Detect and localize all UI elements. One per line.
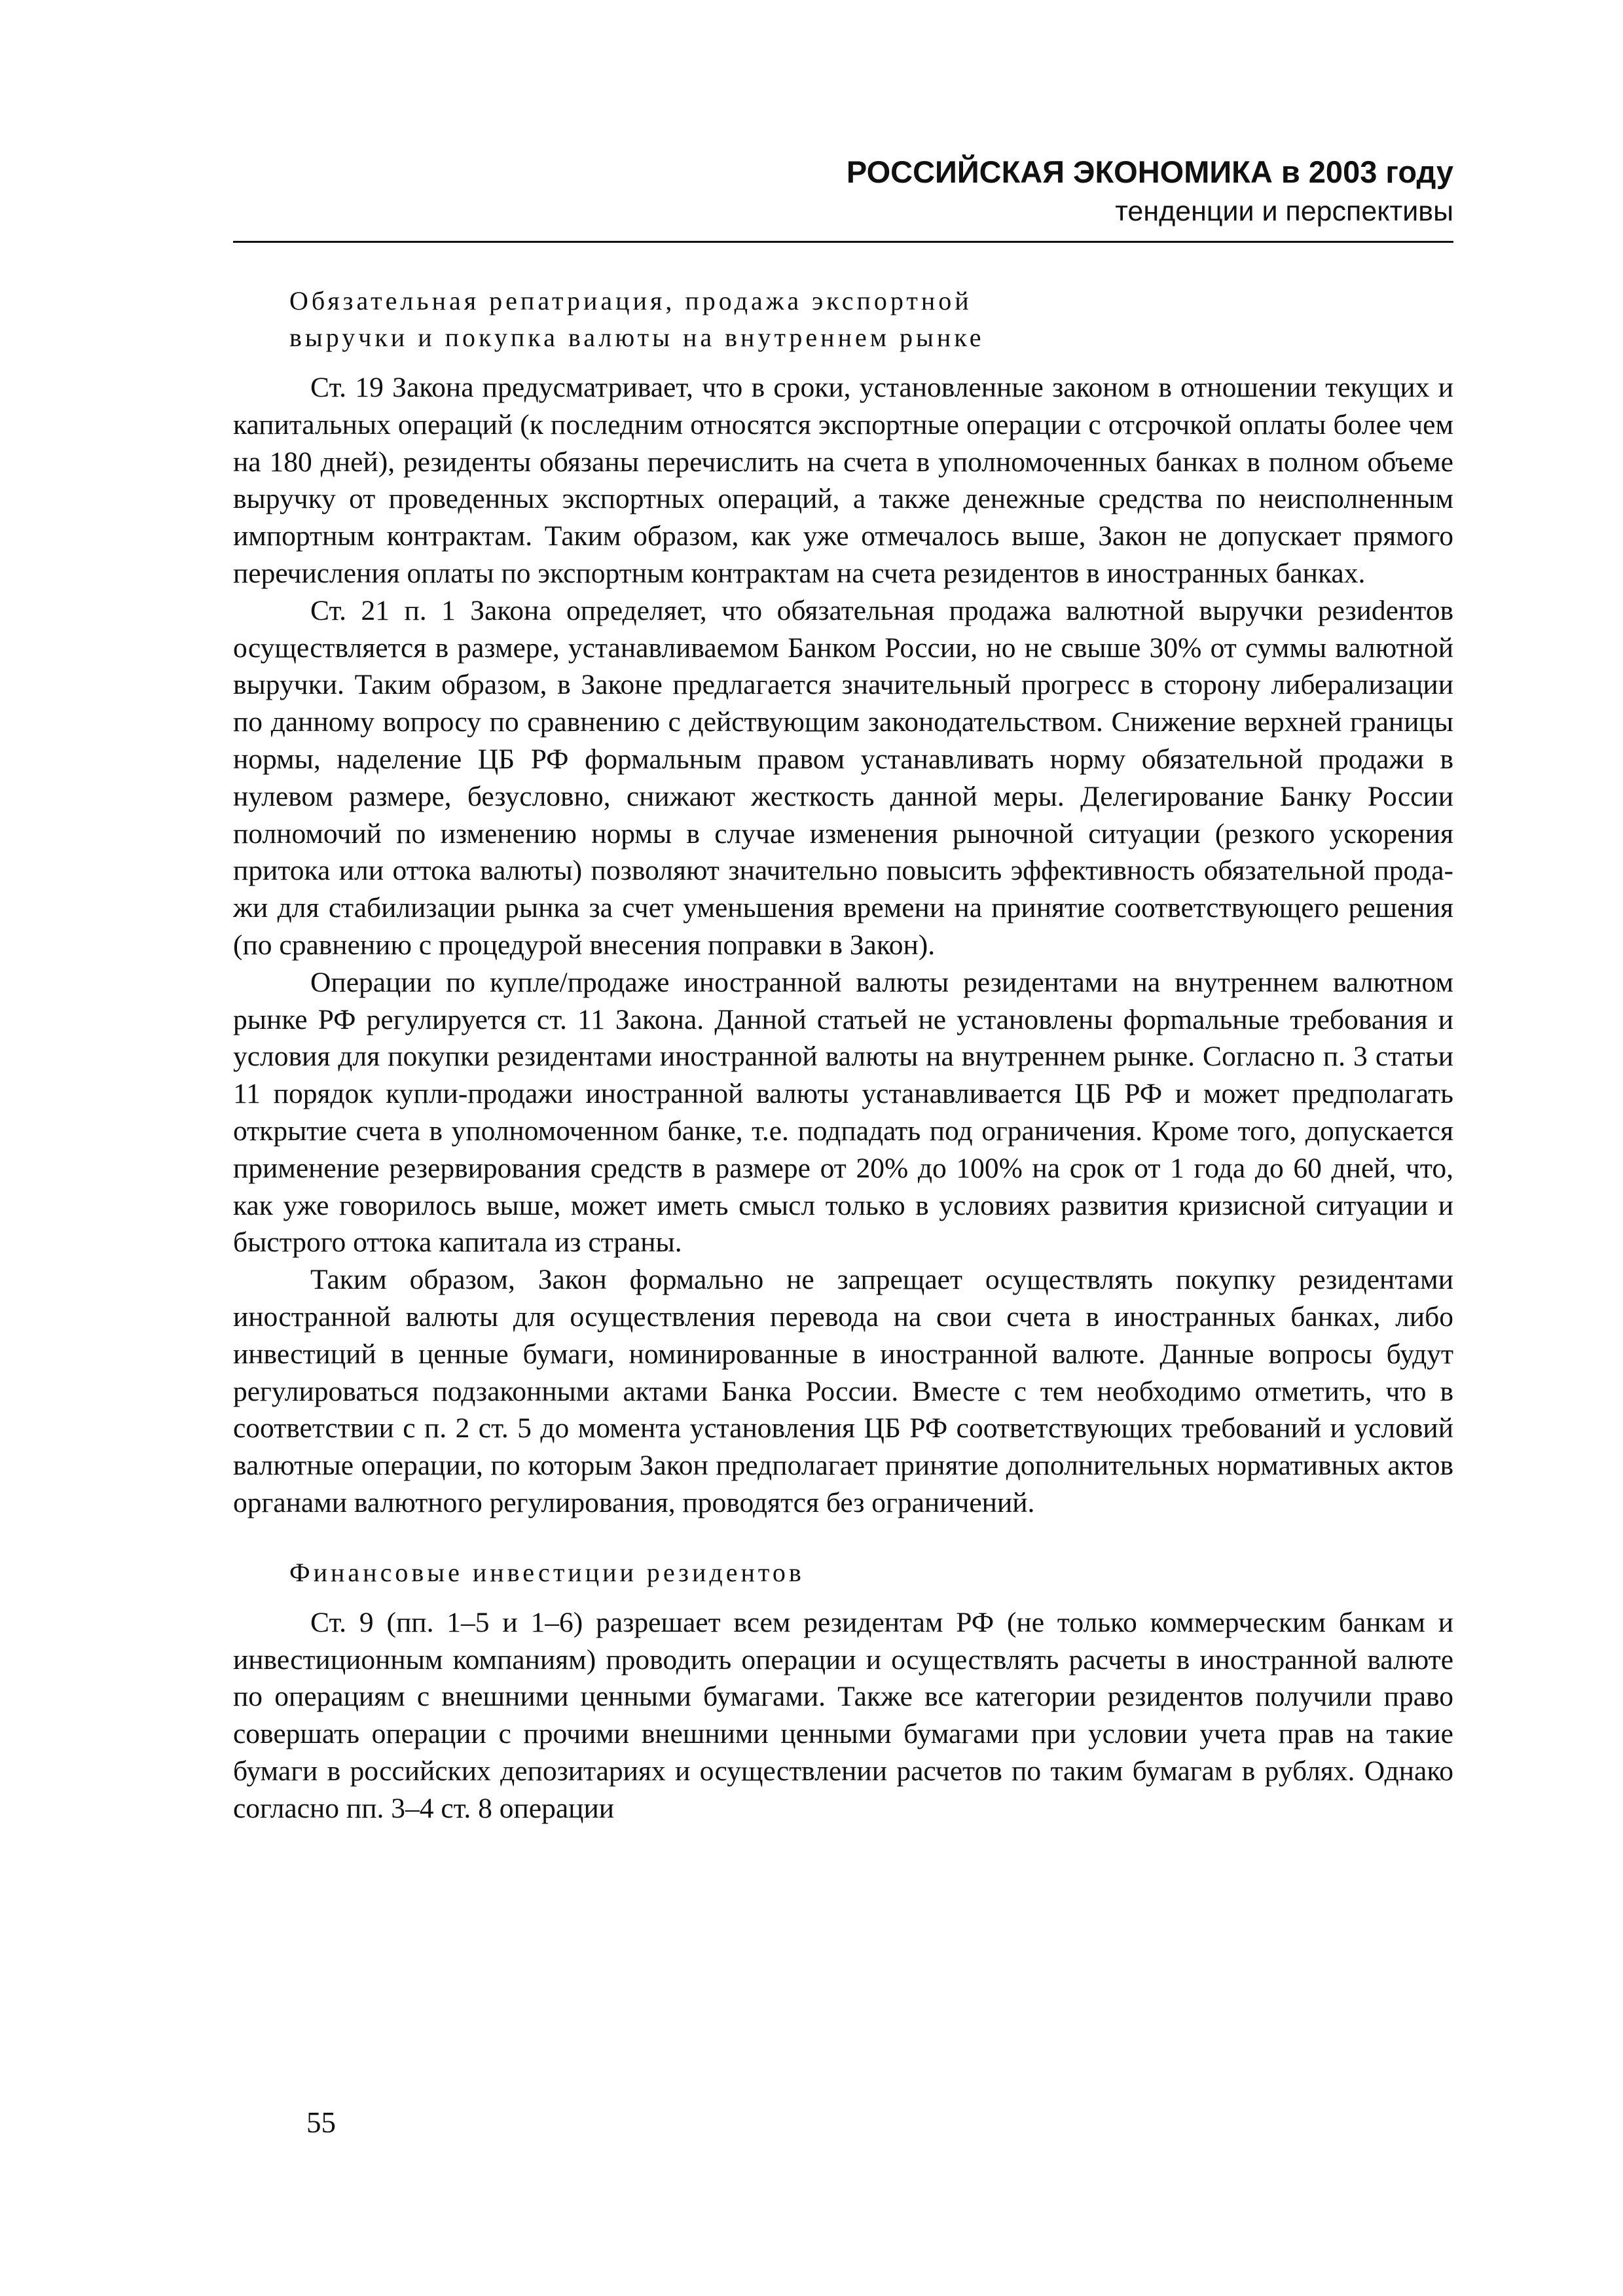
header-subtitle: тенденции и перспективы: [1115, 196, 1453, 227]
section-heading-line: выручки и покупка валюты на внутреннем рынке: [289, 323, 985, 352]
paragraph: Таким образом, Закон формально не запрещает осуществлять покупку резидентами иностранной валюты для осуществления перевода на свои счета в иностранных банках, либо инвестиций в ценные бумаги, номинированные в иностранной валюте. Данные вопросы будут регулироваться подзаконными актами Банка России. Вместе с тем необходимо отметить, что в соответствии с п. 2 ст. 5 до момента установления ЦБ РФ соответствующих требований и условий валютные операции, по которым Закон предполагает принятие дополнительных нормативных актов органами валютного регулирования, проводятся без ограничений.: [233, 1264, 1453, 1518]
paragraph: Ст. 9 (пп. 1–5 и 1–6) разрешает всем резидентам РФ (не только коммерческим банкам и инвестиционным компаниям) проводить операции и осуществлять расчеты в иностранной валюте по операциям с внешними ценными бумагами. Также все категории резидентов получили право совершать операции с прочими внешними ценными бумагами при условии учета прав на такие бумаги в российских депозитариях и осуществлении расчетов по таким бумагам в рублях. Однако согласно пп. 3–4 ст. 8 операции: [233, 1606, 1453, 1824]
section-heading-repatriation: [233, 283, 1453, 356]
section-heading-line: Обязательная репатриация, продажа экспортной: [289, 286, 972, 315]
section-heading-line: Финансовые инвестиции резидентов: [289, 1557, 805, 1587]
paragraph: Ст. 19 Закона предусматривает, что в сроки, установленные законом в отношении текущих и капитальных операций (к последним относятся экспортные операции с отсрочкой оплаты более чем на 180 дней), резиденты обязаны перечислить на счета в уполномоченных банках в полном объеме выручку от проведенных экспортных операций, а также денежные средства по неисполненным импортным контрактам. Таким образом, как уже отмечалось выше, Закон не допускает прямого перечисления оплаты по экспортным контрактам на счета резидентов в иностранных банках.: [233, 372, 1453, 589]
paragraph: Операции по купле/продаже иностранной валюты резидентами на внутреннем валютном рынке РФ регулируется ст. 11 Закона. Данной статьей не установлены форmальные требования и условия для покупки резидентами иностранной валюты на внутреннем рынке. Согласно п. 3 статьи 11 порядок купли-продажи иностранной валюты устанавливается ЦБ РФ и может предполагать открытие счета в уполномоченном банке, т.е. подпадать под ограничения. Кроме того, допускается применение резервирования средств в размере от 20% до 100% на срок от 1 года до 60 дней, что, как уже говорилось выше, может иметь смысл только в условиях развития кризисной ситуации и быстрого оттока капитала из страны.: [233, 966, 1453, 1259]
header-title: РОССИЙСКАЯ ЭКОНОМИКА в 2003 году: [846, 154, 1453, 189]
running-header: [233, 152, 1453, 230]
header-divider: [233, 241, 1453, 243]
section-heading-investments: [233, 1554, 1453, 1591]
page-number: 55: [306, 2106, 336, 2139]
paragraph: Ст. 21 п. 1 Закона определяет, что обязательная продажа валютной выручки резиdентов осуществляется в размере, устанавливаемом Банком России, но не свыше 30% от суммы валютной выручки. Таким образом, в Законе предлагается значительный прогресс в сторону либерализации по данному вопросу по сравнению с действующим законодательством. Снижение верхней границы нормы, наделение ЦБ РФ формальным правом устанавливать норму обязательной продажи в нулевом размере, безусловно, снижают жесткость данной меры. Делегирование Банку России полномочий по изменению нормы в случае изменения рыночной ситуации (резкого ускорения притока или оттока валюты) позволяют значительно повысить эффективность обязательной продажи для стабилизации рынка за счет уменьшения времени на принятие соответствующего решения (по сравнению с процедурой внесения поправки в Закон).: [233, 594, 1453, 961]
body-text: [233, 283, 1453, 1827]
